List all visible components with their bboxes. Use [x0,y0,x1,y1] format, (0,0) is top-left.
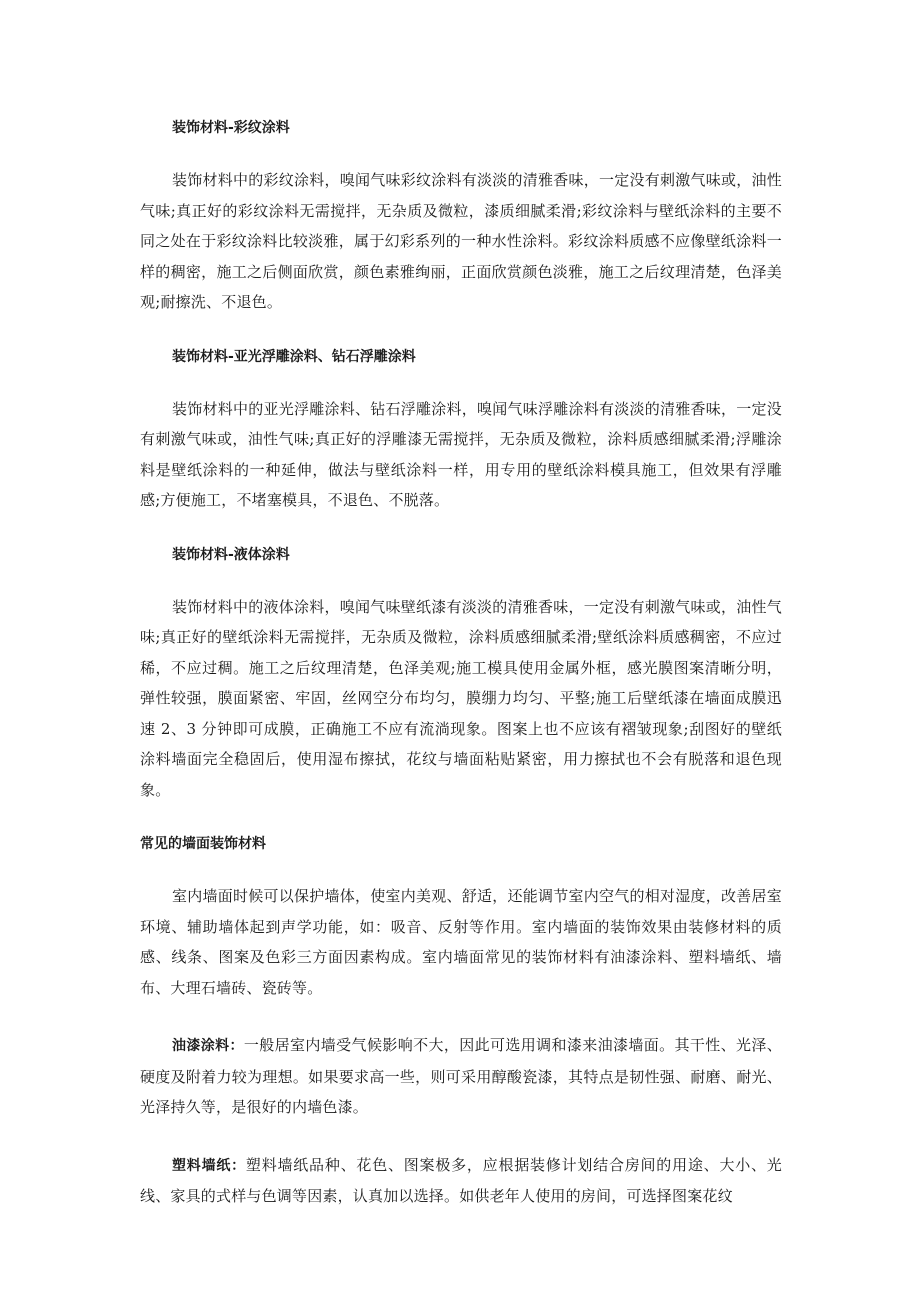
section-heading-relief-paint: 装饰材料-亚光浮雕涂料、钻石浮雕涂料 [172,348,416,365]
item-plastic-wallpaper [140,1150,782,1212]
section-heading-wall-materials: 常见的墙面装饰材料 [140,836,266,852]
item-oil-paint-body: 一般居室内墙受气候影响不大，因此可选用调和漆来油漆墙面。其干性、光泽、硬度及附着力较为理想。如果要求高一些，则可采用醇酸瓷漆，其特点是韧性强、耐磨、耐光、光泽持久等，是很好的内墙色漆。 [140,1036,782,1116]
item-plastic-wallpaper-body: 塑料墙纸品种、花色、图案极多，应根据装修计划结合房间的用途、大小、光线、家具的式样与色调等因素，认真加以选择。如供老年人使用的房间，可选择图案花纹 [140,1155,782,1205]
section-heading-color-texture-paint: 装饰材料-彩纹涂料 [172,120,290,136]
section-heading-liquid-paint: 装饰材料-液体涂料 [172,546,290,563]
item-plastic-wallpaper-lead: 塑料墙纸： [172,1157,246,1174]
item-oil-paint [140,1030,782,1123]
document-page [140,116,782,1212]
section-body-color-texture-paint: 装饰材料中的彩纹涂料，嗅闻气味彩纹涂料有淡淡的清雅香味，一定没有刺激气味或，油性气味;真正好的彩纹涂料无需搅拌，无杂质及微粒，漆质细腻柔滑;彩纹涂料与壁纸涂料的主要不同之处在于彩纹涂料比较淡雅，属于幻彩系列的一种水性涂料。彩纹涂料质感不应像壁纸涂料一样的稠密，施工之后侧面欣赏，颜色素雅绚丽，正面欣赏颜色淡雅，施工之后纹理清楚，色泽美观;耐擦洗、不退色。 [140,171,782,311]
section-body-wall-materials: 室内墙面时候可以保护墙体，使室内美观、舒适，还能调节室内空气的相对湿度，改善居室环境、辅助墙体起到声学功能，如：吸音、反射等作用。室内墙面的装饰效果由装修材料的质感、线条、图案及色彩三方面因素构成。室内墙面常见的装饰材料有油漆涂料、塑料墙纸、墙布、大理石墙砖、瓷砖等。 [140,887,782,997]
section-body-relief-paint: 装饰材料中的亚光浮雕涂料、钻石浮雕涂料，嗅闻气味浮雕涂料有淡淡的清雅香味，一定没有刺激气味或，油性气味;真正好的浮雕漆无需搅拌，无杂质及微粒，涂料质感细腻柔滑;浮雕涂料是壁纸涂料的一种延伸，做法与壁纸涂料一样，用专用的壁纸涂料模具施工，但效果有浮雕感;方便施工，不堵塞模具，不退色、不脱落。 [140,399,782,509]
item-oil-paint-lead: 油漆涂料： [172,1038,244,1054]
section-body-liquid-paint: 装饰材料中的液体涂料，嗅闻气味壁纸漆有淡淡的清雅香味，一定没有刺激气味或，油性气味;真正好的壁纸涂料无需搅拌，无杂质及微粒，涂料质感细腻柔滑;壁纸涂料质感稠密，不应过稀，不应过稠。施工之后纹理清楚，色泽美观;施工模具使用金属外框，感光膜图案清晰分明，弹性较强，膜面紧密、牢固，丝网空分布均匀，膜绷力均匀、平整;施工后壁纸漆在墙面成膜迅速 2、3 分钟即可成膜，正确施工不应有流淌现象。图案上也不应该有褶皱现象;刮图好的壁纸涂料墙面完全稳固后，使用湿布擦拭，花纹与墙面粘贴紧密，用力擦拭也不会有脱落和退色现象。 [140,597,782,799]
